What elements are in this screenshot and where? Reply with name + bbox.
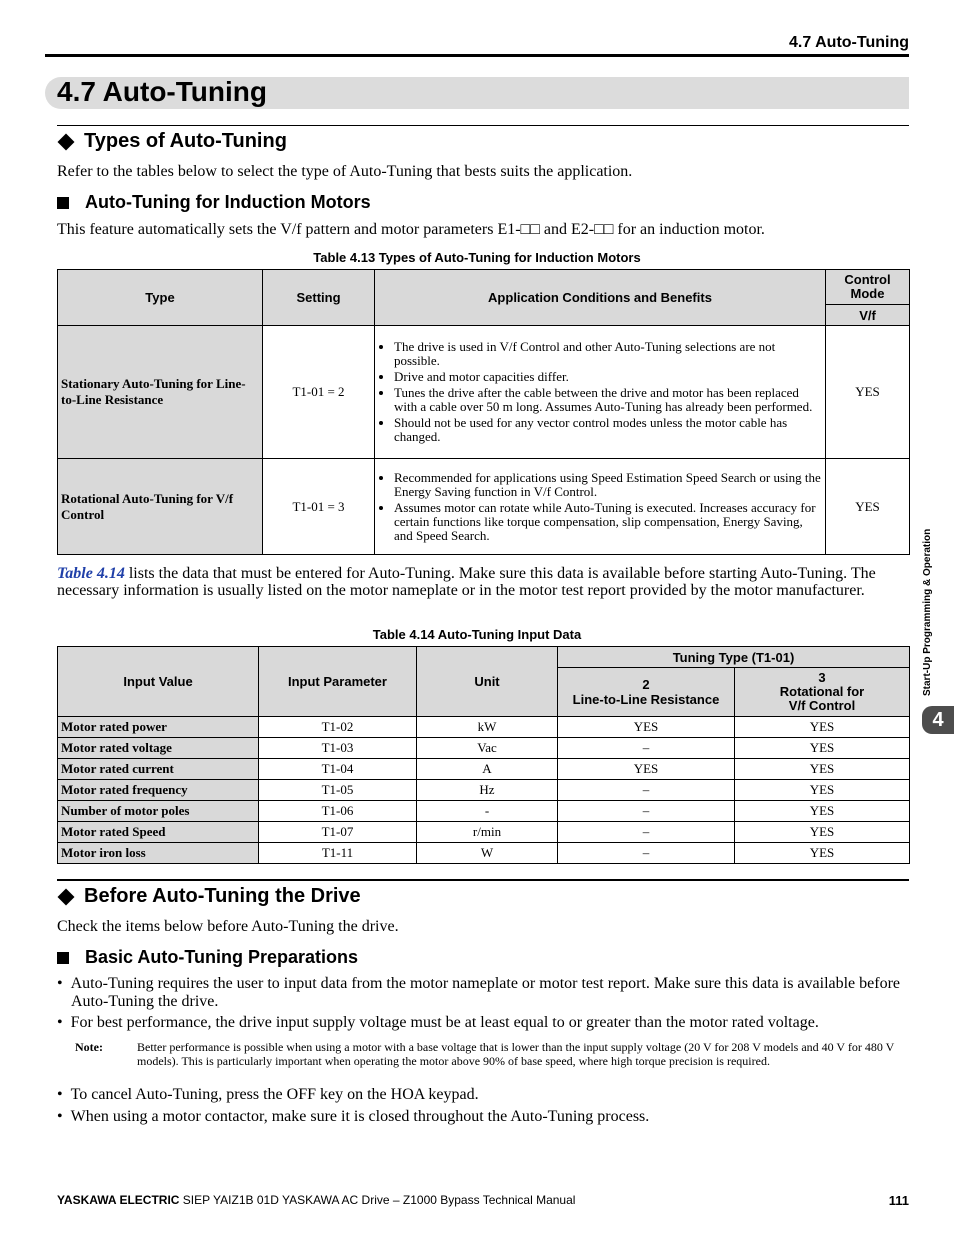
heading-basic: Basic Auto-Tuning Preparations — [57, 947, 358, 968]
col-header-control-mode: Control Mode — [826, 270, 910, 305]
list-item: • Assumes motor can rotate while Auto-Tuning is executed. Increases accuracy for certain functions like torque compensation, slip compensation, Energy Saving, and Speed Search. — [394, 501, 822, 543]
table-row — [58, 459, 910, 555]
table-row: Motor rated Speed T1-07 r/min – YES — [58, 822, 910, 843]
list-item: • Should not be used for any vector control modes unless the motor cable has changed. — [394, 416, 822, 444]
footer-brand: YASKAWA ELECTRIC — [57, 1193, 180, 1207]
list-item: • For best performance, the drive input supply voltage must be at least equal to or greater than the motor rated voltage. — [57, 1014, 819, 1031]
page-title: 4.7 Auto-Tuning — [57, 76, 267, 107]
table-row: Motor rated frequency T1-05 Hz – YES — [58, 780, 910, 801]
col-header-tuning-type: Tuning Type (T1-01) — [558, 647, 910, 668]
col-header-input-parameter: Input Parameter — [259, 647, 417, 717]
list-item: • Auto-Tuning requires the user to input data from the motor nameplate or motor test report. Make sure this data is available before Auto-Tuning the drive. — [57, 975, 901, 1010]
setting-cell: T1-01 = 3 — [263, 459, 375, 555]
square-bullet-icon — [57, 197, 69, 209]
table-row — [58, 326, 910, 459]
col-header-conditions: Application Conditions and Benefits — [375, 270, 826, 326]
list-item: • Drive and motor capacities differ. — [394, 370, 822, 384]
list-item: • Tunes the drive after the cable between the drive and motor has been replaced with a cable over 50 m long. Assumes Auto-Tuning has already been performed. — [394, 386, 822, 414]
col-header-setting: Setting — [263, 270, 375, 326]
conditions-cell — [375, 326, 826, 459]
section-title-bar — [45, 77, 909, 109]
type-cell: Rotational Auto-Tuning for V/f Control — [58, 459, 263, 555]
conditions-cell — [375, 459, 826, 555]
heading-types: Types of Auto-Tuning — [57, 130, 287, 153]
table13-caption: Table 4.13 Types of Auto-Tuning for Induction Motors — [313, 250, 641, 265]
col-header-rotational: 3 Rotational for V/f Control — [735, 668, 910, 717]
footer — [57, 1193, 575, 1207]
table-row: Motor rated power T1-02 kW YES YES — [58, 717, 910, 738]
table14-reference: Table 4.14 lists the data that must be entered for Auto-Tuning. Make sure this data is available before starting Auto-Tuning. The necessary information is usually listed on the motor nameplate or in the motor test report provided by the motor manufacturer. — [57, 565, 876, 599]
divider — [57, 879, 909, 881]
before-intro: Check the items below before Auto-Tuning the drive. — [57, 918, 399, 935]
chapter-tab[interactable]: 4 — [922, 706, 954, 734]
square-bullet-icon — [57, 952, 69, 964]
heading-before: Before Auto-Tuning the Drive — [57, 885, 361, 908]
list-item: • To cancel Auto-Tuning, press the OFF key on the HOA keypad. — [57, 1086, 479, 1103]
vf-cell: YES — [826, 326, 910, 459]
note-label: Note: — [75, 1040, 103, 1054]
list-item: • The drive is used in V/f Control and other Auto-Tuning selections are not possible. — [394, 340, 822, 368]
table-row: Number of motor poles T1-06 - – YES — [58, 801, 910, 822]
list-item: • When using a motor contactor, make sure it is closed throughout the Auto-Tuning process. — [57, 1108, 650, 1125]
table-row: Motor rated voltage T1-03 Vac – YES — [58, 738, 910, 759]
table-4-14-link[interactable]: Table 4.14 — [57, 565, 125, 582]
footer-text: SIEP YAIZ1B 01D YASKAWA AC Drive – Z1000 Bypass Technical Manual — [179, 1193, 576, 1207]
type-cell: Stationary Auto-Tuning for Line-to-Line Resistance — [58, 326, 263, 459]
heading-induction: Auto-Tuning for Induction Motors — [57, 192, 371, 213]
page-number: 111 — [888, 1193, 909, 1208]
divider — [57, 125, 909, 126]
table-auto-tuning-input — [57, 646, 910, 864]
col-header-unit: Unit — [417, 647, 558, 717]
note — [75, 1040, 909, 1068]
types-intro: Refer to the tables below to select the type of Auto-Tuning that bests suits the application. — [57, 163, 633, 180]
setting-cell: T1-01 = 2 — [263, 326, 375, 459]
col-header-input-value: Input Value — [58, 647, 259, 717]
col-header-vf: V/f — [826, 305, 910, 326]
table-row: Motor rated current T1-04 A YES YES — [58, 759, 910, 780]
induction-intro: This feature automatically sets the V/f pattern and motor parameters E1-□□ and E2-□□ for an induction motor. — [57, 221, 765, 238]
table-auto-tuning-types — [57, 269, 910, 555]
note-text: Better performance is possible when using a motor with a base voltage that is lower than the input supply voltage (20 V for 208 V models and 40 V for 480 V models). This is particularly important when operating the motor above 90% of base speed, where high torque precision is required. — [137, 1040, 895, 1068]
list-item: • Recommended for applications using Speed Estimation Speed Search or using the Energy Saving function in V/f Control. — [394, 471, 822, 499]
table-row: Motor iron loss T1-11 W – YES — [58, 843, 910, 864]
col-header-line-to-line: 2 Line-to-Line Resistance — [558, 668, 735, 717]
header-rule — [45, 54, 909, 57]
col-header-type: Type — [58, 270, 263, 326]
diamond-bullet-icon — [58, 133, 75, 150]
running-header: 4.7 Auto-Tuning — [789, 34, 909, 51]
table14-caption: Table 4.14 Auto-Tuning Input Data — [372, 627, 582, 642]
vf-cell: YES — [826, 459, 910, 555]
diamond-bullet-icon — [58, 888, 75, 905]
